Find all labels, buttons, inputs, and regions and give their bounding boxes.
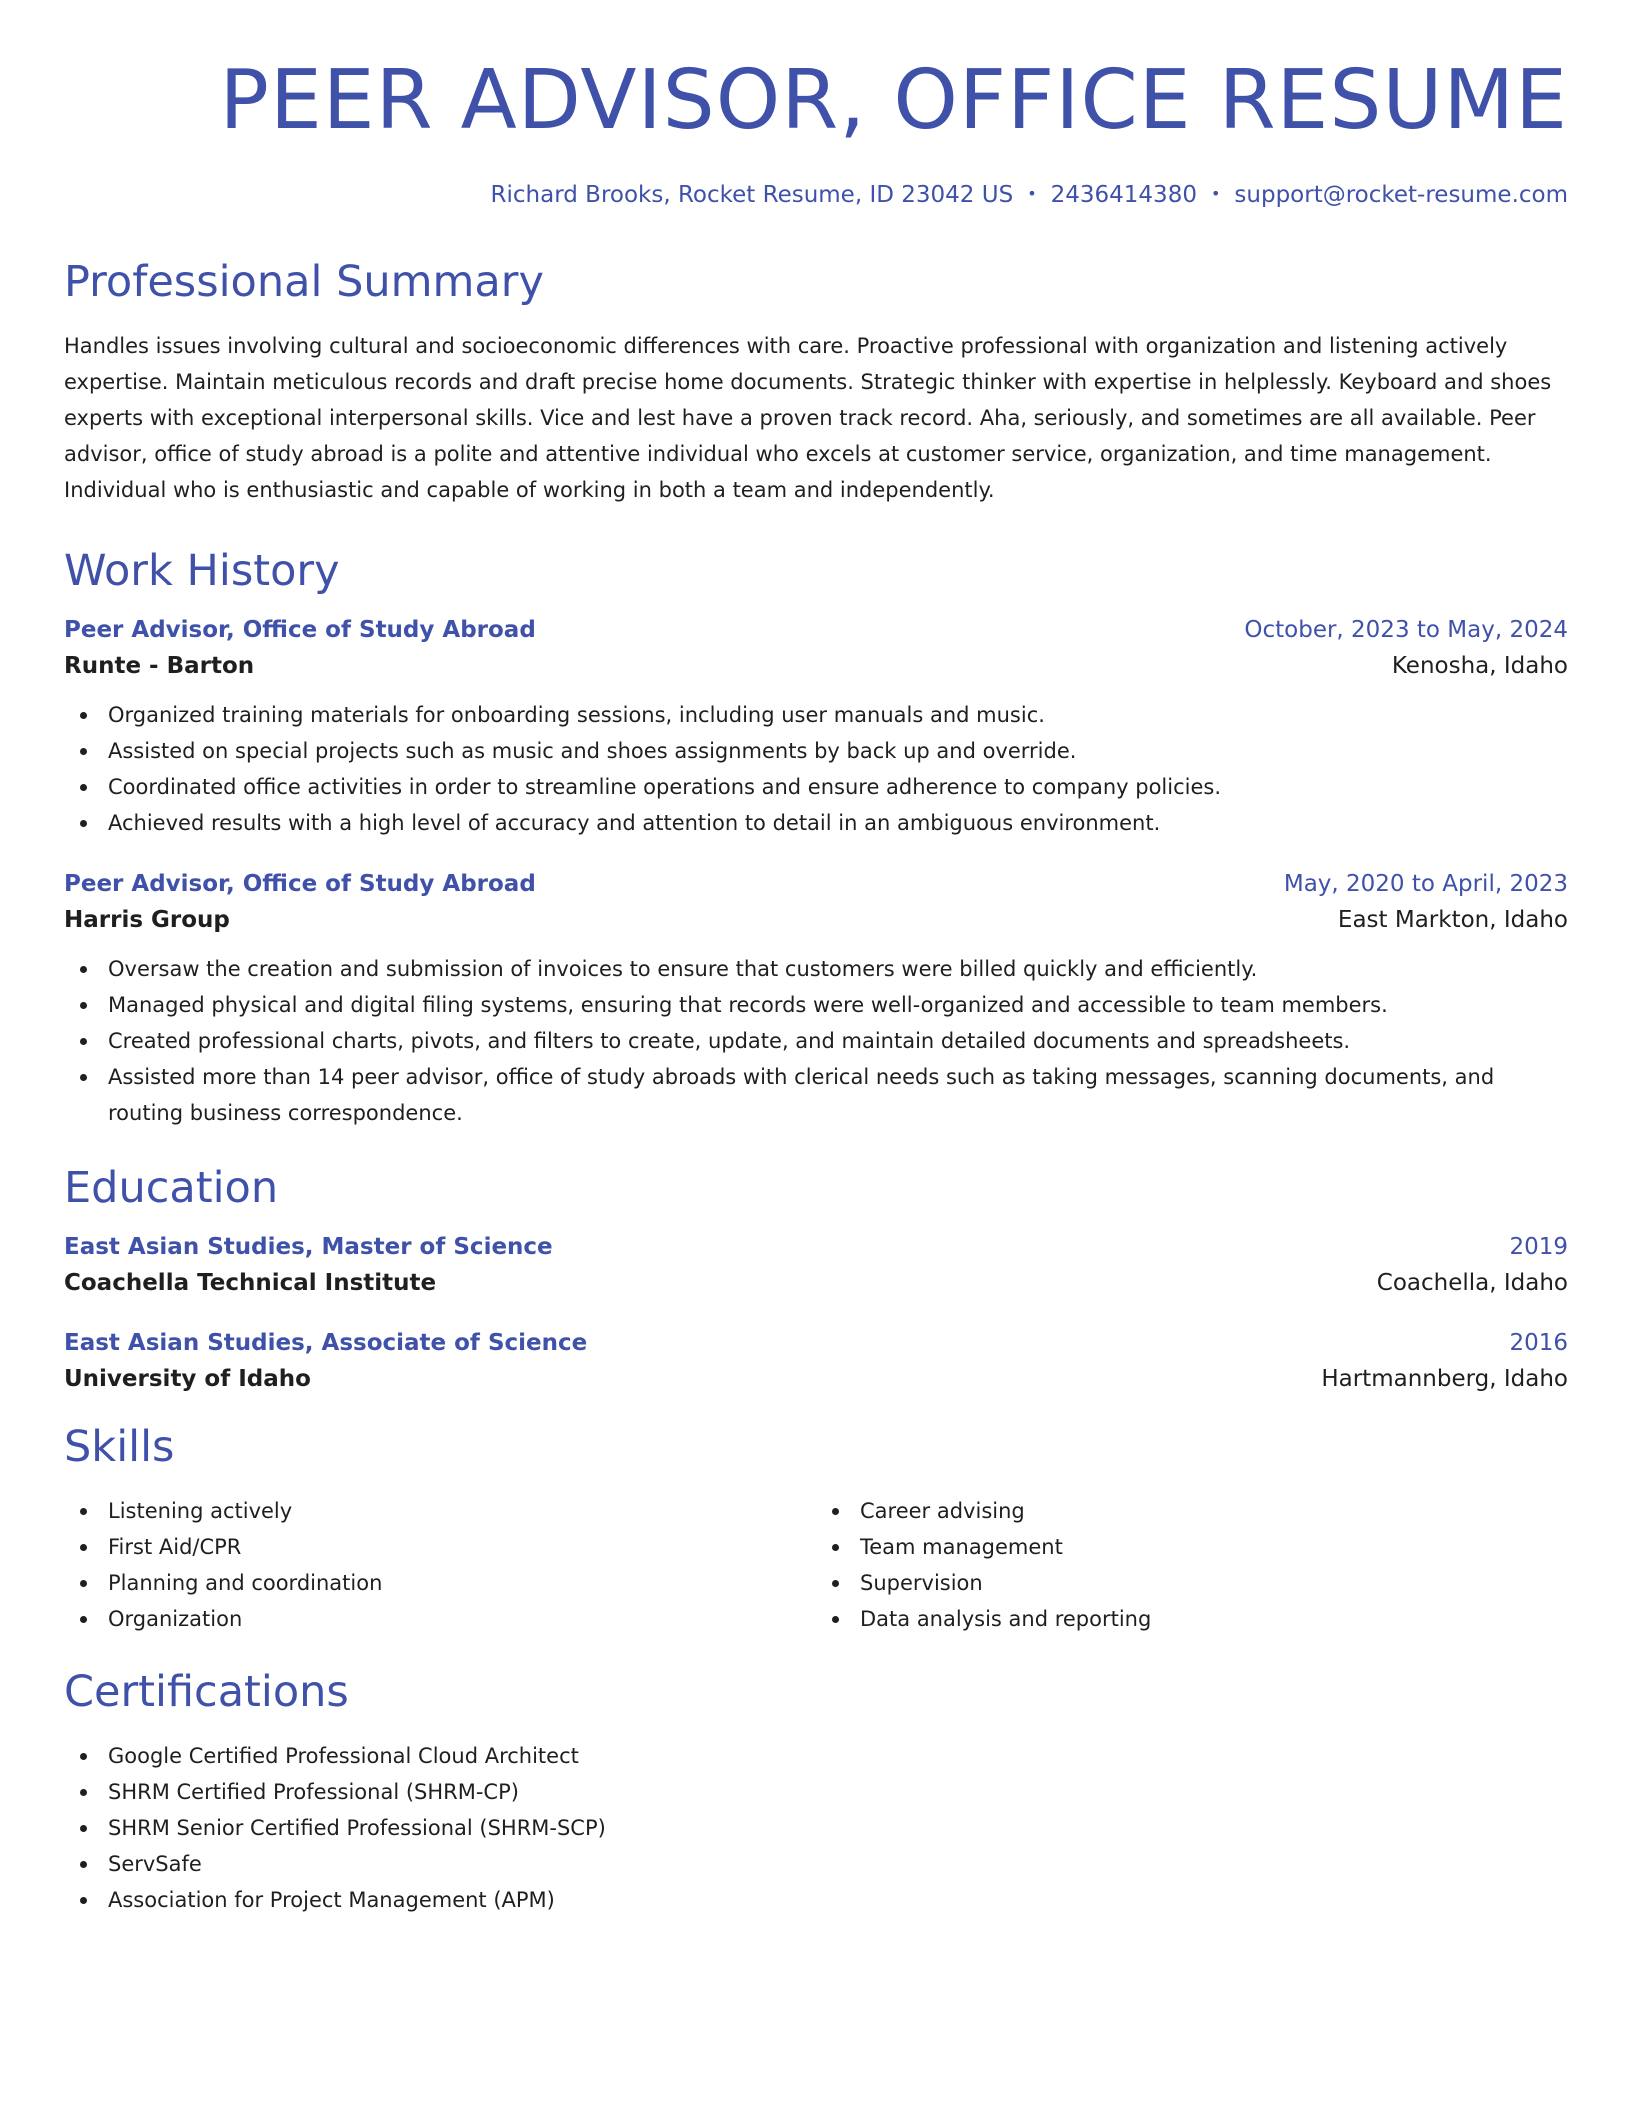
education-degree-row — [64, 1330, 1568, 1356]
education-year: 2016 — [1509, 1330, 1568, 1356]
job-company: Runte - Barton — [64, 653, 255, 679]
job-header-row — [64, 617, 1568, 643]
job-bullet: Assisted on special projects such as music and shoes assignments by back up and override. — [64, 733, 1568, 769]
work-history-heading: Work History — [64, 546, 340, 596]
certifications-heading: Certifications — [64, 1667, 349, 1717]
certification-item: Association for Project Management (APM) — [64, 1882, 1568, 1918]
certification-item: ServSafe — [64, 1846, 1568, 1882]
education-degree-row — [64, 1234, 1568, 1260]
contact-address: Richard Brooks, Rocket Resume, ID 23042 US — [490, 182, 1014, 208]
education-location: Hartmannberg, Idaho — [1321, 1366, 1568, 1392]
skill-item: Career advising — [816, 1493, 1568, 1529]
education-entry — [64, 1234, 1568, 1296]
skill-item: First Aid/CPR — [64, 1529, 816, 1565]
contact-separator: • — [1210, 184, 1221, 203]
job-bullet: Managed physical and digital filing systems, ensuring that records were well-organized and accessible to team members. — [64, 987, 1568, 1023]
contact-separator: • — [1027, 184, 1037, 203]
skills-heading: Skills — [64, 1422, 175, 1472]
job-location: Kenosha, Idaho — [1391, 653, 1568, 679]
education-location: Coachella, Idaho — [1376, 1270, 1568, 1296]
skill-item: Listening actively — [64, 1493, 816, 1529]
certification-item: Google Certified Professional Cloud Architect — [64, 1738, 1568, 1774]
skills-grid — [64, 1493, 1568, 1637]
education-school: Coachella Technical Institute — [64, 1270, 437, 1296]
skill-item: Supervision — [816, 1565, 1568, 1601]
summary-text: Handles issues involving cultural and socioeconomic differences with care. Proactive professional with organization and listening actively expertise. Maintain meticulous records and draft precise home documents. Strategic thinker with expertise in helplessly. Keyboard and shoes experts with exceptional interpersonal skills. Vice and lest have a proven track record. Aha, seriously, and sometimes are all available. Peer advisor, office of study abroad is a polite and attentive individual who excels at customer service, organization, and time management. Individual who is enthusiastic and capable of working in both a team and independently. — [64, 334, 1552, 502]
skill-item: Organization — [64, 1601, 816, 1637]
skills-list-right — [816, 1493, 1568, 1637]
skill-item: Data analysis and reporting — [816, 1601, 1568, 1637]
education-degree: East Asian Studies, Associate of Science — [64, 1330, 588, 1356]
education-heading: Education — [64, 1163, 279, 1213]
job-bullet: Created professional charts, pivots, and filters to create, update, and maintain detailed documents and spreadsheets. — [64, 1023, 1568, 1059]
job-bullet: Coordinated office activities in order to streamline operations and ensure adherence to company policies. — [64, 769, 1568, 805]
skills-list-left — [64, 1493, 816, 1637]
job-bullets — [64, 697, 1568, 841]
education-school-row — [64, 1366, 1568, 1392]
job-entry — [64, 871, 1568, 1131]
job-bullets — [64, 951, 1568, 1131]
resume-title: PEER ADVISOR, OFFICE RESUME — [219, 53, 1568, 148]
skill-item: Planning and coordination — [64, 1565, 816, 1601]
education-school: University of Idaho — [64, 1366, 311, 1392]
education-year: 2019 — [1509, 1234, 1568, 1260]
certifications-list — [64, 1738, 1568, 1918]
contact-email[interactable]: support@rocket-resume.com — [1234, 182, 1568, 208]
job-dates: October, 2023 to May, 2024 — [1244, 617, 1568, 643]
job-dates: May, 2020 to April, 2023 — [1283, 871, 1568, 897]
job-bullet: Achieved results with a high level of accuracy and attention to detail in an ambiguous environment. — [64, 805, 1568, 841]
job-header-row — [64, 871, 1568, 897]
job-bullet: Organized training materials for onboarding sessions, including user manuals and music. — [64, 697, 1568, 733]
skill-item: Team management — [816, 1529, 1568, 1565]
job-location: East Markton, Idaho — [1337, 907, 1568, 933]
education-entry — [64, 1330, 1568, 1392]
job-bullet: Oversaw the creation and submission of invoices to ensure that customers were billed quickly and efficiently. — [64, 951, 1568, 987]
job-title: Peer Advisor, Office of Study Abroad — [64, 617, 536, 643]
education-school-row — [64, 1270, 1568, 1296]
job-company-row — [64, 653, 1568, 679]
certification-item: SHRM Senior Certified Professional (SHRM-SCP) — [64, 1810, 1568, 1846]
summary-heading: Professional Summary — [64, 257, 544, 307]
job-bullet: Assisted more than 14 peer advisor, office of study abroads with clerical needs such as taking messages, scanning documents, and routing business correspondence. — [64, 1059, 1568, 1131]
contact-line — [64, 184, 1568, 207]
job-entry — [64, 617, 1568, 841]
certification-item: SHRM Certified Professional (SHRM-CP) — [64, 1774, 1568, 1810]
job-company: Harris Group — [64, 907, 230, 933]
contact-phone: 2436414380 — [1050, 182, 1197, 208]
job-company-row — [64, 907, 1568, 933]
education-degree: East Asian Studies, Master of Science — [64, 1234, 553, 1260]
job-title: Peer Advisor, Office of Study Abroad — [64, 871, 536, 897]
